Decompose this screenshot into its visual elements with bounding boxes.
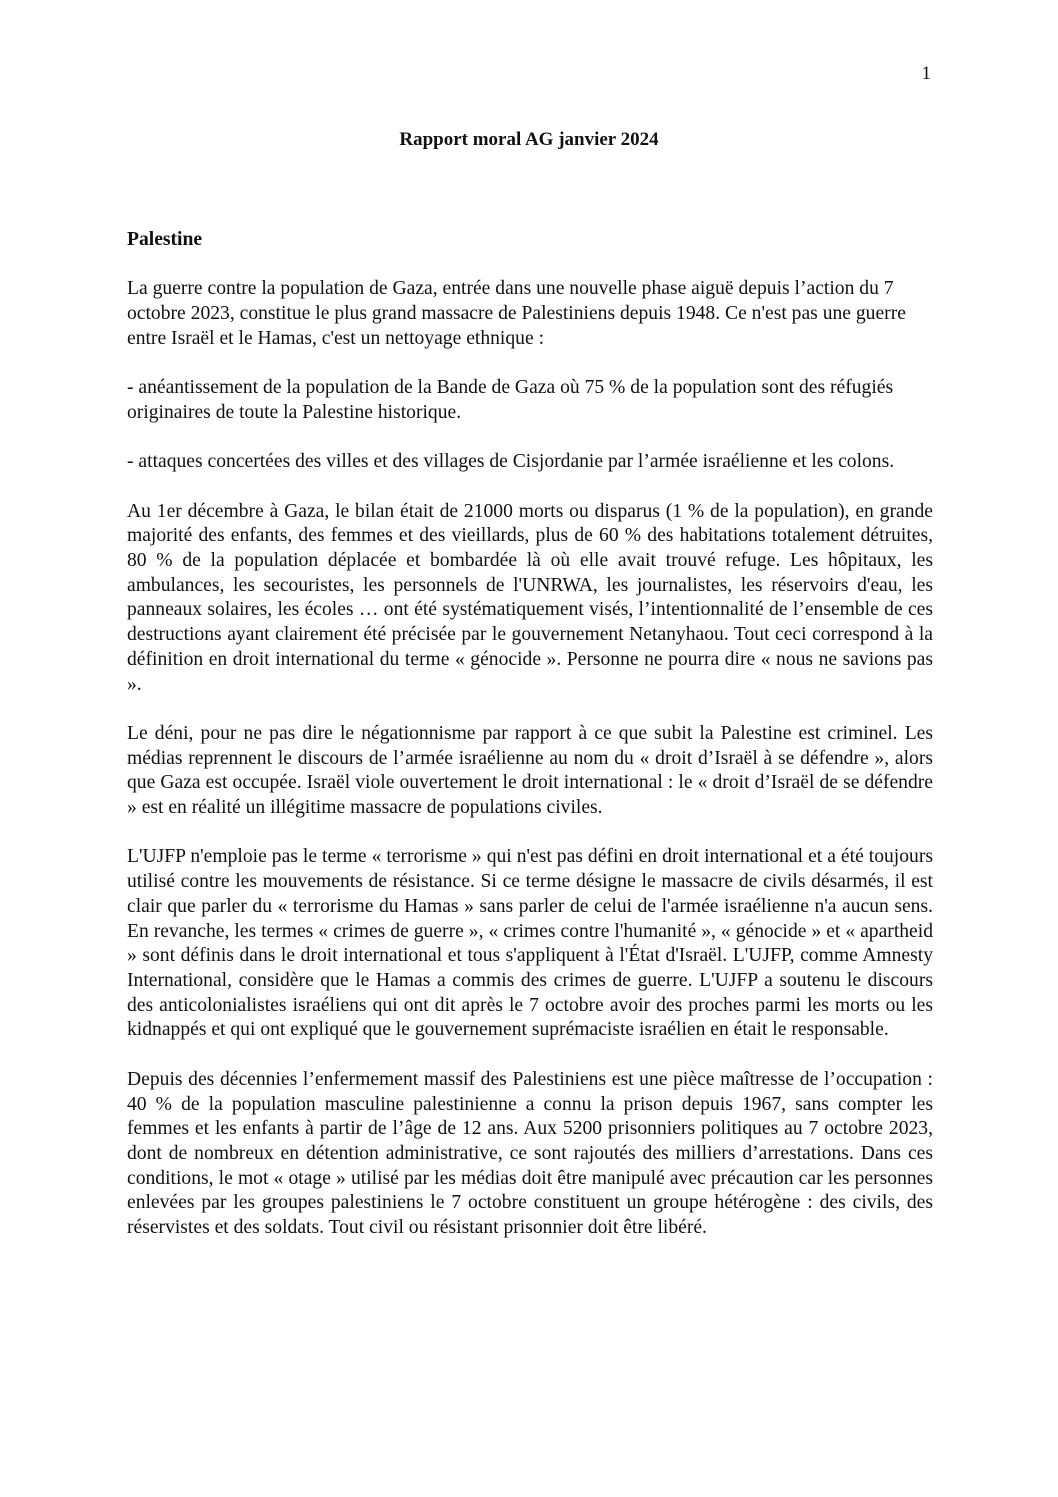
- paragraph-intro: La guerre contre la population de Gaza, entrée dans une nouvelle phase aiguë depuis l’action du 7 octobre 2023, constitue le plus grand massacre de Palestiniens depuis 1948. Ce n'est pas une guerre entre Israël et le Hamas, c'est un nettoyage ethnique :: [127, 278, 906, 349]
- paragraph-enfermement: Depuis des décennies l’enfermement massif des Palestiniens est une pièce maîtresse de l’occupation : 40 % de la population masculine palestinienne a connu la prison depuis 1967, sans compter les femmes et les enfants à partir de l’âge de 12 ans. Aux 5200 prisonniers politiques au 7 octobre 2023, dont de nombreux en détention administrative, ce sont rajoutés des milliers d’arrestations. Dans ces conditions, le mot « otage » utilisé par les médias doit être manipulé avec précaution car les personnes enlevées par les groupes palestiniens le 7 octobre constituent un groupe hétérogène : des civils, des réservistes et des soldats. Tout civil ou résistant prisonnier doit être libéré.: [127, 1068, 933, 1239]
- list-item-gaza: - anéantissement de la population de la Bande de Gaza où 75 % de la population sont des réfugiés originaires de toute la Palestine historique.: [127, 377, 894, 423]
- document-body: [127, 228, 933, 1265]
- page-number: 1: [921, 63, 931, 84]
- section-heading: Palestine: [127, 229, 203, 250]
- paragraph-bilan: Au 1er décembre à Gaza, le bilan était de 21000 morts ou disparus (1 % de la population), en grande majorité des enfants, des femmes et des vieillards, plus de 60 % des habitations totalement détruites, 80 % de la population déplacée et bombardée là où elle avait trouvé refuge. Les hôpitaux, les ambulances, les secouristes, les personnels de l'UNRWA, les journalistes, les réservoirs d'eau, les panneaux solaires, les écoles … ont été systématiquement visés, l’intentionnalité de l’ensemble de ces destructions ayant clairement été précisée par le gouvernement Netanyhaou. Tout ceci correspond à la définition en droit international du terme « génocide ». Personne ne pourra dire « nous ne savions pas ».: [127, 500, 933, 695]
- list-item-cisjordanie: - attaques concertées des villes et des villages de Cisjordanie par l’armée israélienne et les colons.: [127, 451, 895, 473]
- document-title: Rapport moral AG janvier 2024: [399, 129, 659, 150]
- paragraph-terrorisme: L'UJFP n'emploie pas le terme « terrorisme » qui n'est pas défini en droit international et a été toujours utilisé contre les mouvements de résistance. Si ce terme désigne le massacre de civils désarmés, il est clair que parler du « terrorisme du Hamas » sans parler de celui de l'armée israélienne n'a aucun sens. En revanche, les termes « crimes de guerre », « crimes contre l'humanité », « génocide » et « apartheid » sont définis dans le droit international et tous s'appliquent à l'État d'Israël. L'UJFP, comme Amnesty International, considère que le Hamas a commis des crimes de guerre. L'UJFP a soutenu le discours des anticolonialistes israéliens qui ont dit après le 7 octobre avoir des proches parmi les morts ou les kidnappés et qui ont expliqué que le gouvernement suprémaciste israélien en était le responsable.: [127, 846, 933, 1041]
- paragraph-deni: Le déni, pour ne pas dire le négationnisme par rapport à ce que subit la Palestine est criminel. Les médias reprennent le discours de l’armée israélienne au nom du « droit d’Israël à se défendre », alors que Gaza est occupée. Israël viole ouvertement le droit international : le « droit d’Israël de se défendre » est en réalité un illégitime massacre de populations civiles.: [127, 722, 933, 819]
